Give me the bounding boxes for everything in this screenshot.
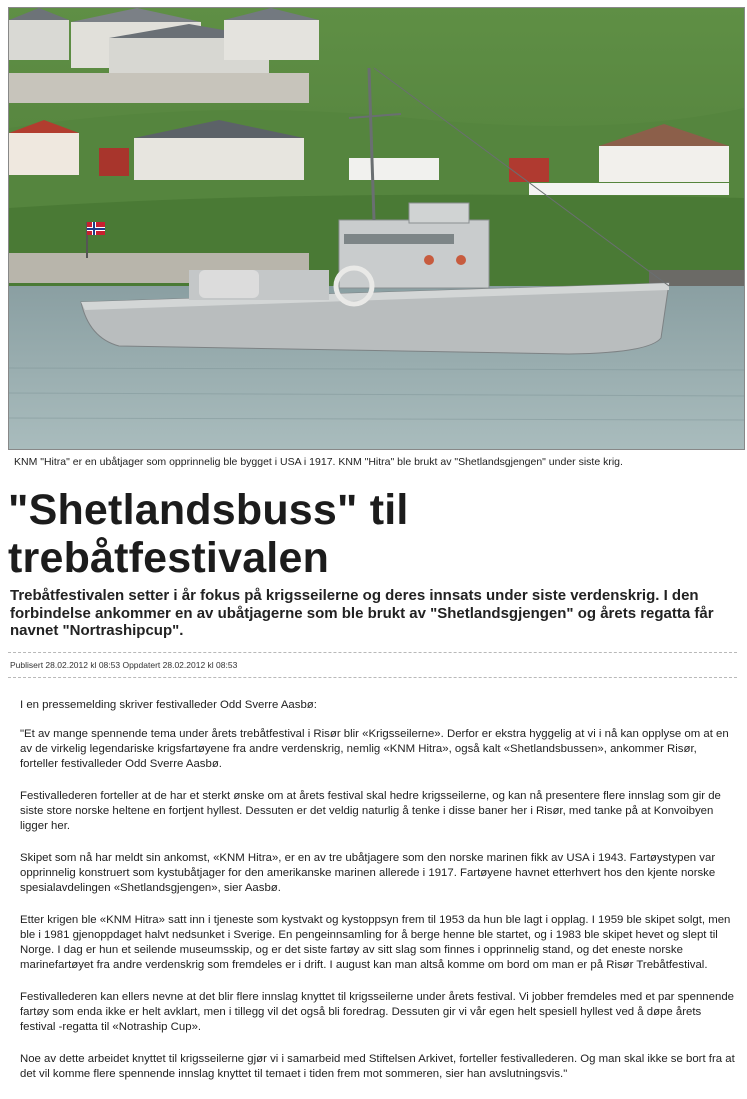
headline-line-2: trebåtfestivalen	[8, 534, 330, 582]
divider	[8, 652, 737, 653]
photo-caption: KNM "Hitra" er en ubåtjager som opprinnelig ble bygget i USA i 1917. KNM "Hitra" ble brukt av "Shetlandsgjengen" under siste krig.	[14, 456, 623, 468]
body-paragraph: "Et av mange spennende tema under årets trebåtfestival i Risør blir «Krigsseilerne». Derfor er ekstra hyggelig at vi i nå kan opplyse om at en av de virkelig legendariske krigsfartøyene fra andre verdenskrig, nemlig «KNM Hitra», også kalt «Shetlandsbussen», ankommer Risør, forteller festivalleder Odd Sverre Aasbø.	[20, 728, 729, 770]
article-body	[20, 698, 735, 1099]
article-headline	[8, 486, 728, 582]
body-paragraph: I en pressemelding skriver festivalleder Odd Sverre Aasbø:	[20, 699, 317, 711]
article-photo	[8, 7, 745, 450]
ship-harbor-photo	[9, 8, 744, 449]
body-paragraph: Skipet som nå har meldt sin ankomst, «KNM Hitra», er en av tre ubåtjagere som den norske marinen fikk av USA i 1943. Fartøystypen var opprinnelig konstruert som kystubåtjager for den amerikanske marinen allerede i 1917. Fartøyene havnet etterhvert hos den kjente norske spesialavdelingen «Shetlandsgjengen», sier Aasbø.	[20, 852, 716, 894]
body-paragraph: Noe av dette arbeidet knyttet til krigsseilerne gjør vi i samarbeid med Stiftelsen Arkivet, forteller festivallederen. Og man skal ikke se bort fra at det vil komme flere spennende innslag knyttet til temaet i tiden frem mot sommeren, sier han avslutningsvis."	[20, 1053, 735, 1080]
body-paragraph: Festivallederen forteller at de har et sterkt ønske om at årets festival skal hedre krigsseilerne, og kan nå presentere flere innslag som gir de siste store norske heltene en fortjent hyllest. Dessuten er det veldig naturlig å tenke i disse baner her i Risør, med tanke på at Konvoibyen ligger her.	[20, 790, 721, 832]
body-paragraph: Etter krigen ble «KNM Hitra» satt inn i tjeneste som kystvakt og kystoppsyn frem til 1953 da hun ble lagt i opplag. I 1959 ble skipet solgt, men ble i 1981 gjenoppdaget halvt nedsunket i Sverige. En pengeinnsamling for å berge henne ble startet, og i 1983 ble skipet hevet og slept til Norge. I dag er hun et seilende museumsskip, og er det siste fartøy av sitt slag som finnes i opprinnelig stand, og det eneste norske marinefartøyet fra andre verdenskrig som fremdeles er i drift. I august kan man altså komme om bord om man er på Risør Trebåtfestival.	[20, 914, 731, 971]
body-paragraph: Festivallederen kan ellers nevne at det blir flere innslag knyttet til krigsseilerne under årets festival. Vi jobber fremdeles med et par spennende fartøy som enda ikke er helt avklart, men i tillegg vil det også bli foredrag. Dessuten gir vi vår egen helt spesiell hyllest ved å døpe årets festival -regatta til «Notraship Cup».	[20, 991, 734, 1033]
divider	[8, 677, 737, 678]
headline-line-1: "Shetlandsbuss" til	[8, 486, 409, 534]
publish-meta: Publisert 28.02.2012 kl 08:53 Oppdatert 28.02.2012 kl 08:53	[10, 660, 238, 670]
article-lead: Trebåtfestivalen setter i år fokus på krigsseilerne og deres innsats under siste verdenskrig. I den forbindelse ankommer en av ubåtjagerne som ble brukt av "Shetlandsgjengen" og årets regatta får navnet "Nortrashipcup".	[10, 587, 714, 639]
